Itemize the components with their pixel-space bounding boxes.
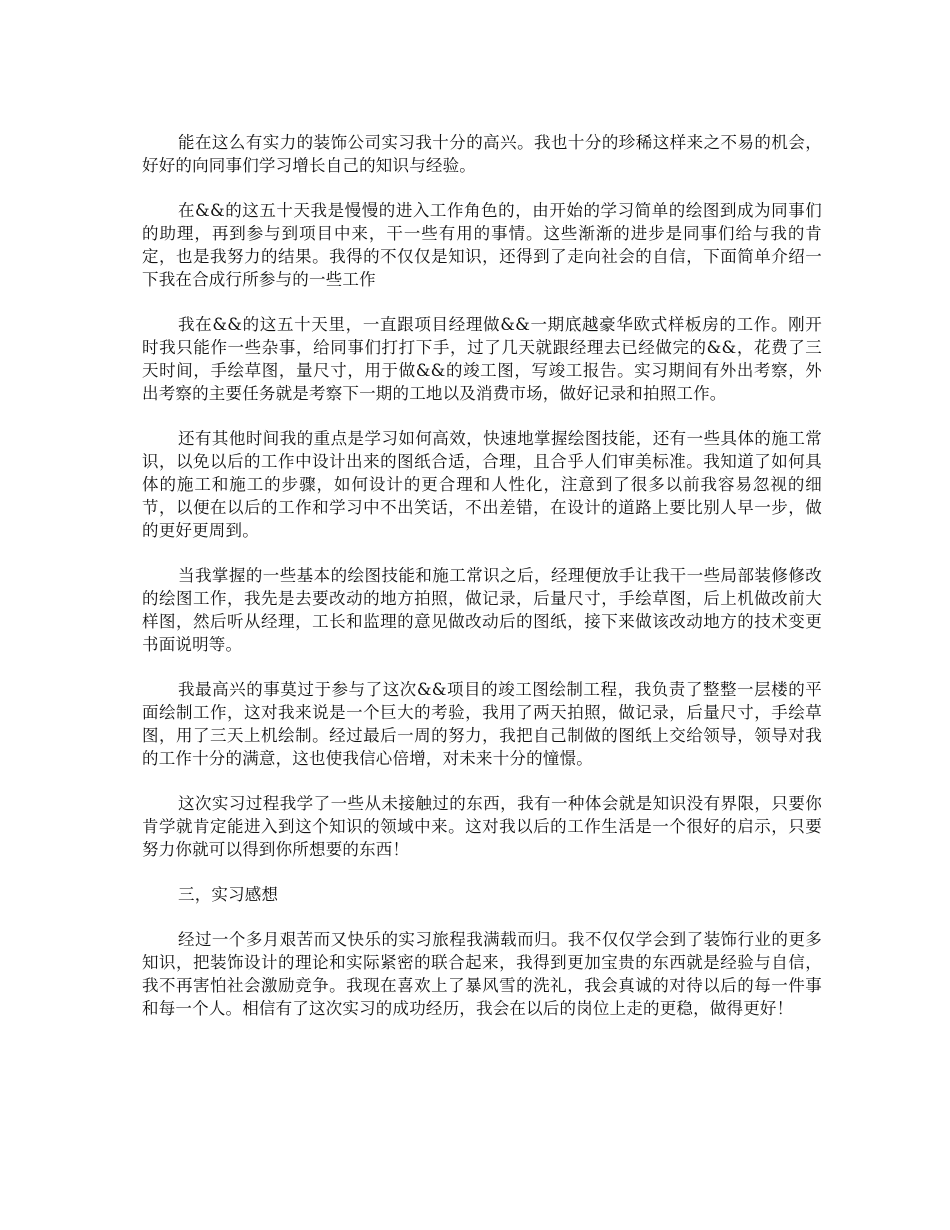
paragraph-conclusion: 经过一个多月艰苦而又快乐的实习旅程我满载而归。我不仅仅学会到了装饰行业的更多知识，把装饰设计的理论和实际紧密的联合起来，我得到更加宝贵的东西就是经验与自信，我不再害怕社会激励竞争。我现在喜欢上了暴风雪的洗礼，我会真诚的对待以后的每一件事和每一个人。相信有了这次实习的成功经历，我会在以后的岗位上走的更稳，做得更好！ — [142, 930, 822, 1018]
document-body — [142, 131, 822, 1042]
section-heading: 三，实习感想 — [178, 885, 279, 904]
paragraph-drawing-skills: 还有其他时间我的重点是学习如何高效，快速地掌握绘图技能，还有一些具体的施工常识，以免以后的工作中设计出来的图纸合适，合理，且合乎人们审美标准。我知道了如何具体的施工和施工的步骤，如何设计的更合理和人性化，注意到了很多以前我容易忽视的细节，以便在以后的工作和学习中不出笑话，不出差错，在设计的道路上要比别人早一步，做的更好更周到。 — [142, 429, 822, 540]
paragraph-completion-drawing: 我最高兴的事莫过于参与了这次&&项目的竣工图绘制工程，我负责了整整一层楼的平面绘制工作，这对我来说是一个巨大的考验，我用了两天拍照，做记录，后量尺寸，手绘草图，用了三天上机绘制。经过最后一周的努力，我把自己制做的图纸上交给领导，领导对我的工作十分的满意，这也使我信心倍增，对未来十分的憧憬。 — [142, 680, 822, 768]
paragraph-work-role: 在&&的这五十天我是慢慢的进入工作角色的，由开始的学习简单的绘图到成为同事们的助理，再到参与到项目中来，干一些有用的事情。这些渐渐的进步是同事们给与我的肯定，也是我努力的结果。我得的不仅仅是知识，还得到了走向社会的自信，下面简单介绍一下我在合成行所参与的一些工作 — [142, 201, 822, 289]
paragraph-modification-work: 当我掌握的一些基本的绘图技能和施工常识之后，经理便放手让我干一些局部装修修改的绘图工作，我先是去要改动的地方拍照，做记录，后量尺寸，手绘草图，后上机做改前大样图，然后听从经理，工长和监理的意见做改动后的图纸，接下来做该改动地方的技术变更书面说明等。 — [142, 566, 822, 654]
paragraph-project-work: 我在&&的这五十天里，一直跟项目经理做&&一期底越豪华欧式样板房的工作。刚开时我只能作一些杂事，给同事们打打下手，过了几天就跟经理去已经做完的&&，花费了三天时间，手绘草图，量尺寸，用于做&&的竣工图，写竣工报告。实习期间有外出考察，外出考察的主要任务就是考察下一期的工地以及消费市场，做好记录和拍照工作。 — [142, 315, 822, 403]
paragraph-intro: 能在这么有实力的装饰公司实习我十分的高兴。我也十分的珍稀这样来之不易的机会，好好的向同事们学习增长自己的知识与经验。 — [142, 133, 822, 175]
paragraph-learning: 这次实习过程我学了一些从未接触过的东西，我有一种体会就是知识没有界限，只要你肯学就肯定能进入到这个知识的领域中来。这对我以后的工作生活是一个很好的启示，只要努力你就可以得到你所想要的东西！ — [142, 794, 822, 859]
